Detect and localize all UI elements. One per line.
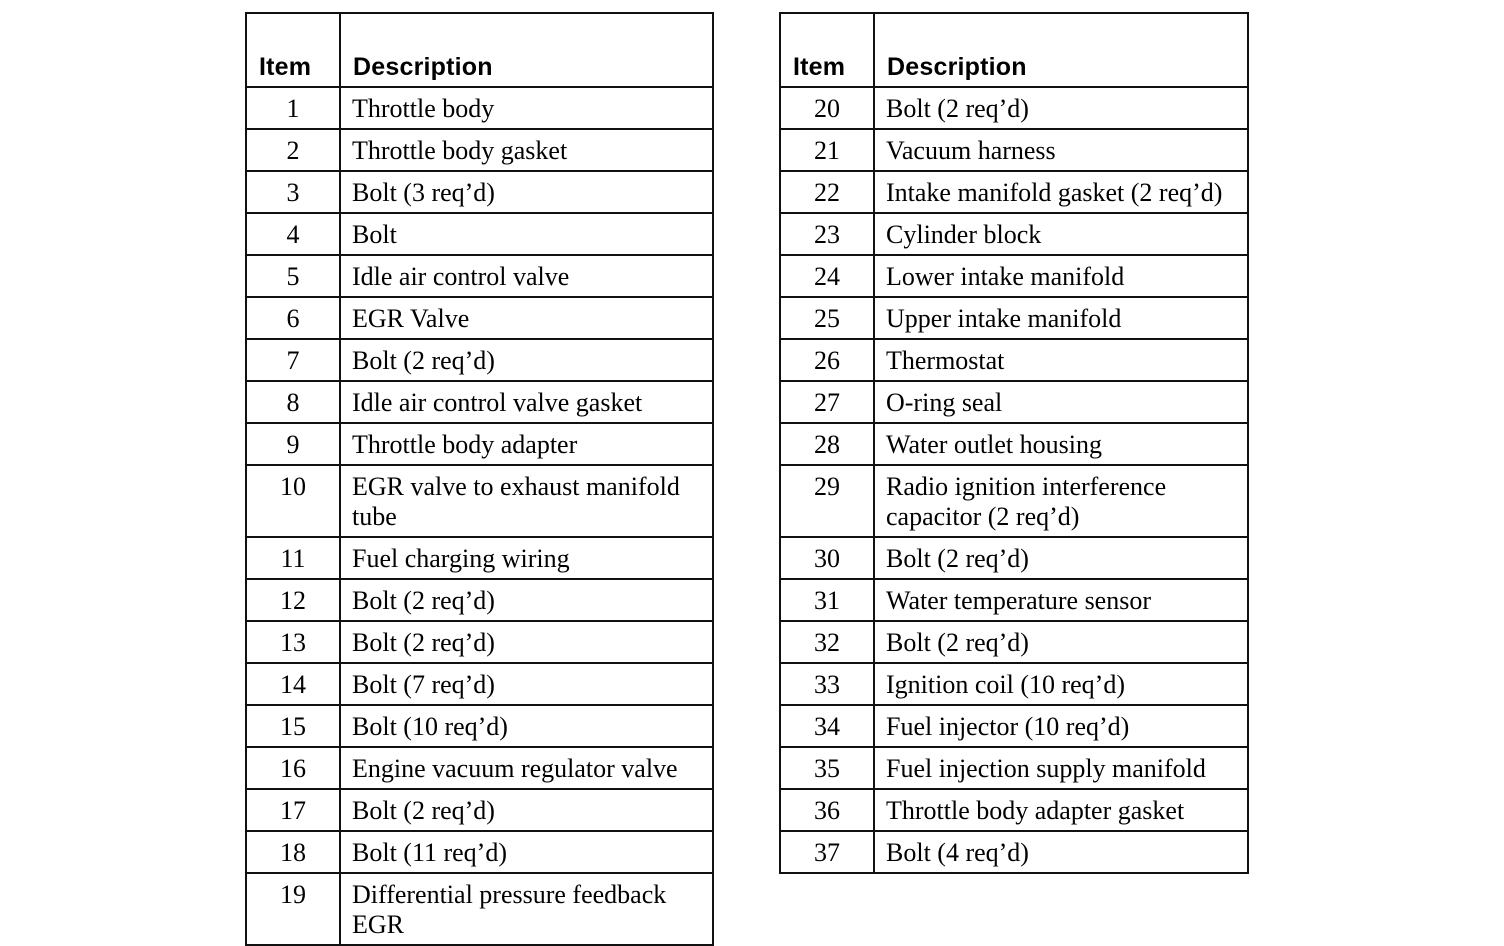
item-number-cell: 5	[246, 255, 340, 297]
item-number-cell: 2	[246, 129, 340, 171]
description-cell: Intake manifold gasket (2 req’d)	[874, 171, 1248, 213]
table-row	[780, 705, 1248, 747]
table-row	[780, 621, 1248, 663]
description-cell: Fuel injector (10 req’d)	[874, 705, 1248, 747]
description-cell: Throttle body gasket	[340, 129, 713, 171]
table-row	[246, 297, 713, 339]
description-cell: Bolt (2 req’d)	[340, 339, 713, 381]
table-row	[780, 579, 1248, 621]
table-row	[246, 789, 713, 831]
table-row	[246, 621, 713, 663]
table-row	[246, 255, 713, 297]
description-cell: Engine vacuum regulator valve	[340, 747, 713, 789]
item-number-cell: 3	[246, 171, 340, 213]
description-cell: Bolt (7 req’d)	[340, 663, 713, 705]
table-row	[246, 747, 713, 789]
item-number-cell: 32	[780, 621, 874, 663]
item-number-cell: 15	[246, 705, 340, 747]
item-number-cell: 36	[780, 789, 874, 831]
table-row	[780, 747, 1248, 789]
table-row	[246, 873, 713, 945]
table-row	[780, 255, 1248, 297]
item-number-cell: 22	[780, 171, 874, 213]
description-cell: Throttle body adapter gasket	[874, 789, 1248, 831]
description-cell: Bolt (2 req’d)	[874, 87, 1248, 129]
table-row	[246, 537, 713, 579]
description-cell: Radio ignition interference capacitor (2 req’d)	[874, 465, 1248, 537]
item-number-cell: 31	[780, 579, 874, 621]
item-number-cell: 9	[246, 423, 340, 465]
item-number-cell: 23	[780, 213, 874, 255]
description-cell: Idle air control valve	[340, 255, 713, 297]
description-cell: Bolt (3 req’d)	[340, 171, 713, 213]
table-row	[246, 87, 713, 129]
item-number-cell: 16	[246, 747, 340, 789]
item-number-cell: 19	[246, 873, 340, 945]
description-cell: Lower intake manifold	[874, 255, 1248, 297]
table-row	[246, 339, 713, 381]
table-row	[780, 381, 1248, 423]
description-cell: Fuel injection supply manifold	[874, 747, 1248, 789]
description-cell: Bolt (4 req’d)	[874, 831, 1248, 873]
item-number-cell: 29	[780, 465, 874, 537]
description-cell: Fuel charging wiring	[340, 537, 713, 579]
table-row	[246, 663, 713, 705]
parts-table-left-body	[246, 87, 713, 945]
description-cell: Cylinder block	[874, 213, 1248, 255]
item-column-header: Item	[780, 13, 874, 87]
item-number-cell: 6	[246, 297, 340, 339]
description-column-header: Description	[874, 13, 1248, 87]
description-cell: Thermostat	[874, 339, 1248, 381]
table-row	[780, 171, 1248, 213]
description-cell: Ignition coil (10 req’d)	[874, 663, 1248, 705]
description-cell: Throttle body adapter	[340, 423, 713, 465]
table-row	[246, 579, 713, 621]
description-cell: Differential pressure feedback EGR	[340, 873, 713, 945]
item-number-cell: 14	[246, 663, 340, 705]
item-number-cell: 17	[246, 789, 340, 831]
description-cell: Bolt	[340, 213, 713, 255]
description-cell: Bolt (2 req’d)	[340, 789, 713, 831]
item-number-cell: 30	[780, 537, 874, 579]
item-number-cell: 13	[246, 621, 340, 663]
item-number-cell: 35	[780, 747, 874, 789]
item-number-cell: 33	[780, 663, 874, 705]
table-row	[780, 129, 1248, 171]
item-number-cell: 25	[780, 297, 874, 339]
description-cell: Idle air control valve gasket	[340, 381, 713, 423]
description-cell: O-ring seal	[874, 381, 1248, 423]
description-column-header: Description	[340, 13, 713, 87]
table-row	[780, 789, 1248, 831]
description-cell: Water outlet housing	[874, 423, 1248, 465]
item-number-cell: 26	[780, 339, 874, 381]
table-row	[246, 831, 713, 873]
description-cell: Throttle body	[340, 87, 713, 129]
table-row	[780, 831, 1248, 873]
parts-table-left	[245, 12, 714, 946]
table-row	[780, 663, 1248, 705]
description-cell: Vacuum harness	[874, 129, 1248, 171]
item-number-cell: 24	[780, 255, 874, 297]
description-cell: Bolt (11 req’d)	[340, 831, 713, 873]
description-cell: Upper intake manifold	[874, 297, 1248, 339]
item-number-cell: 18	[246, 831, 340, 873]
table-row	[780, 213, 1248, 255]
table-row	[780, 465, 1248, 537]
description-cell: EGR Valve	[340, 297, 713, 339]
table-row	[246, 423, 713, 465]
table-row	[246, 465, 713, 537]
table-row	[780, 339, 1248, 381]
description-cell: Water temperature sensor	[874, 579, 1248, 621]
parts-table-right-body	[780, 87, 1248, 873]
item-number-cell: 7	[246, 339, 340, 381]
table-row	[246, 705, 713, 747]
table-row	[246, 381, 713, 423]
item-number-cell: 8	[246, 381, 340, 423]
description-cell: Bolt (2 req’d)	[340, 579, 713, 621]
item-number-cell: 28	[780, 423, 874, 465]
table-row	[246, 129, 713, 171]
description-cell: Bolt (2 req’d)	[340, 621, 713, 663]
table-row	[246, 171, 713, 213]
table-row	[780, 297, 1248, 339]
item-number-cell: 27	[780, 381, 874, 423]
description-cell: Bolt (10 req’d)	[340, 705, 713, 747]
description-cell: Bolt (2 req’d)	[874, 537, 1248, 579]
item-number-cell: 20	[780, 87, 874, 129]
description-cell: Bolt (2 req’d)	[874, 621, 1248, 663]
item-number-cell: 10	[246, 465, 340, 537]
table-header-row	[246, 13, 713, 87]
item-number-cell: 1	[246, 87, 340, 129]
table-row	[780, 423, 1248, 465]
item-number-cell: 21	[780, 129, 874, 171]
item-number-cell: 34	[780, 705, 874, 747]
table-row	[780, 87, 1248, 129]
parts-table-right	[779, 12, 1249, 874]
table-row	[246, 213, 713, 255]
item-number-cell: 12	[246, 579, 340, 621]
description-cell: EGR valve to exhaust manifold tube	[340, 465, 713, 537]
item-number-cell: 37	[780, 831, 874, 873]
table-header-row	[780, 13, 1248, 87]
item-number-cell: 11	[246, 537, 340, 579]
item-number-cell: 4	[246, 213, 340, 255]
item-column-header: Item	[246, 13, 340, 87]
table-row	[780, 537, 1248, 579]
